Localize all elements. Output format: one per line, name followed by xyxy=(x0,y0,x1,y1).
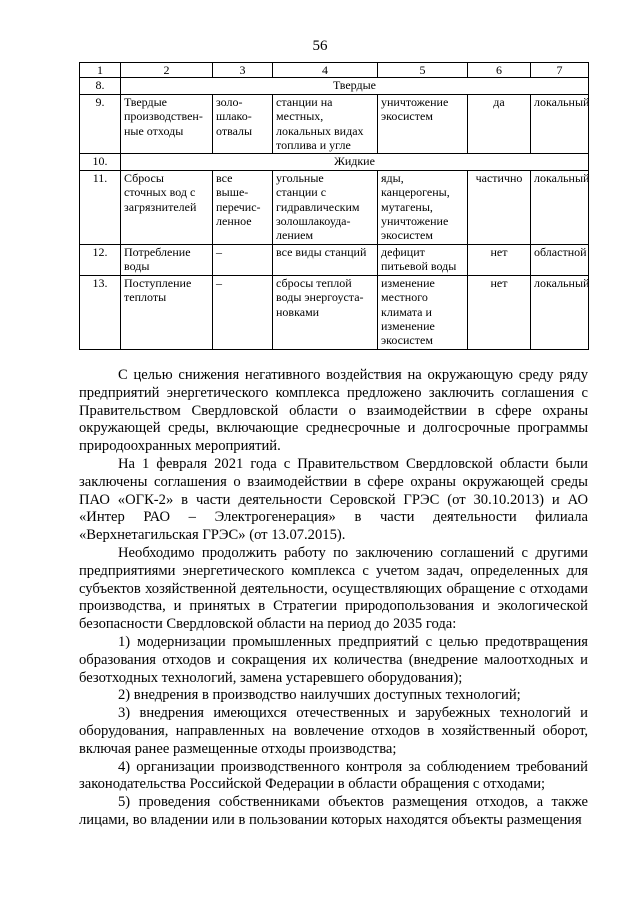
paragraph: Необходимо продолжить работу по заключению соглашений с другими предприятиями энергетического комплекса с учетом задач, определенных для субъектов хозяйственной деятельности, осуществляющих обращение с отходами производства, и принятых в Стратегии природопользования и экологической безопасности Свердловской области на период до 2035 года: xyxy=(79,544,588,633)
header-cell: 6 xyxy=(468,63,531,78)
row-number: 10. xyxy=(80,154,121,170)
impact-type-cell: Сбросы сточных вод с загрязнителей xyxy=(121,170,213,244)
source-cell: – xyxy=(213,275,273,349)
source-cell: золо- шлако- отвалы xyxy=(213,94,273,154)
consequence-cell: изменение местного климата и изменение экосистем xyxy=(378,275,468,349)
impact-table xyxy=(79,62,589,350)
scale-cell: локальный xyxy=(531,275,589,349)
presence-cell: нет xyxy=(468,275,531,349)
page-number: 56 xyxy=(312,38,328,54)
header-cell: 2 xyxy=(121,63,213,78)
station-cell: станции на местных, локальных видах топлива и угле xyxy=(273,94,378,154)
row-number: 13. xyxy=(80,275,121,349)
body-text xyxy=(79,367,588,830)
header-cell: 4 xyxy=(273,63,378,78)
presence-cell: частично xyxy=(468,170,531,244)
table-row xyxy=(80,94,589,154)
table-header-row xyxy=(80,63,589,78)
station-cell: угольные станции с гидравлическим золошлакоуда- лением xyxy=(273,170,378,244)
table-row xyxy=(80,244,589,275)
paragraph: На 1 февраля 2021 года с Правительством Свердловской области были заключены соглашения о взаимодействии в сфере охраны окружающей среды ПАО «ОГК-2» в части деятельности Серовской ГРЭС (от 30.10.2013) и АО «Интер РАО – Электрогенерация» в части деятельности филиала «Верхнетагильская ГРЭС» (от 13.07.2015). xyxy=(79,455,588,544)
station-cell: все виды станций xyxy=(273,244,378,275)
row-number: 8. xyxy=(80,78,121,94)
list-item: 5) проведения собственниками объектов размещения отходов, а также лицами, во владении или в пользовании которых находятся объекты размещения xyxy=(79,794,588,828)
paragraph: С целью снижения негативного воздействия на окружающую среду ряду предприятий энергетического комплекса предложено заключить соглашения с Правительством Свердловской области о взаимодействии в сфере охраны окружающей среды, включающие среднесрочные и долгосрочные программы природоохранных мероприятий. xyxy=(79,367,588,455)
impact-type-cell: Твердые производствен- ные отходы xyxy=(121,94,213,154)
header-cell: 5 xyxy=(378,63,468,78)
list-item: 4) организации производственного контроля за соблюдением требований законодательства Российской Федерации в области обращения с отходами; xyxy=(79,758,588,793)
row-number: 12. xyxy=(80,244,121,275)
impact-type-cell: Потребление воды xyxy=(121,244,213,275)
row-number: 11. xyxy=(80,170,121,244)
consequence-cell: дефицит питьевой воды xyxy=(378,244,468,275)
scale-cell: локальный xyxy=(531,170,589,244)
table-row xyxy=(80,170,589,244)
source-cell: – xyxy=(213,244,273,275)
list-item: 3) внедрения имеющихся отечественных и зарубежных технологий и оборудования, направленных на вовлечение отходов в хозяйственный оборот, включая ранее размещенные отходы производства; xyxy=(79,705,588,757)
list-item: 1) модернизации промышленных предприятий с целью предотвращения образования отходов и сокращения их количества (внедрение малоотходных и безотходных технологий, замена устаревшего оборудования); xyxy=(79,633,588,686)
section-title: Твердые xyxy=(121,78,589,94)
consequence-cell: уничтожение экосистем xyxy=(378,94,468,154)
impact-type-cell: Поступление теплоты xyxy=(121,275,213,349)
list-item: 2) внедрения в производство наилучших доступных технологий; xyxy=(118,687,521,704)
section-row-solid xyxy=(80,78,589,94)
header-cell: 1 xyxy=(80,63,121,78)
section-row-liquid xyxy=(80,154,589,170)
consequence-cell: яды, канцерогены, мутагены, уничтожение экосистем xyxy=(378,170,468,244)
scale-cell: локальный xyxy=(531,94,589,154)
header-cell: 7 xyxy=(531,63,589,78)
section-title: Жидкие xyxy=(121,154,589,170)
presence-cell: нет xyxy=(468,244,531,275)
presence-cell: да xyxy=(468,94,531,154)
station-cell: сбросы теплой воды энергоуста- новками xyxy=(273,275,378,349)
source-cell: все выше- перечис- ленное xyxy=(213,170,273,244)
header-cell: 3 xyxy=(213,63,273,78)
row-number: 9. xyxy=(80,94,121,154)
scale-cell: областной xyxy=(531,244,589,275)
table-row xyxy=(80,275,589,349)
